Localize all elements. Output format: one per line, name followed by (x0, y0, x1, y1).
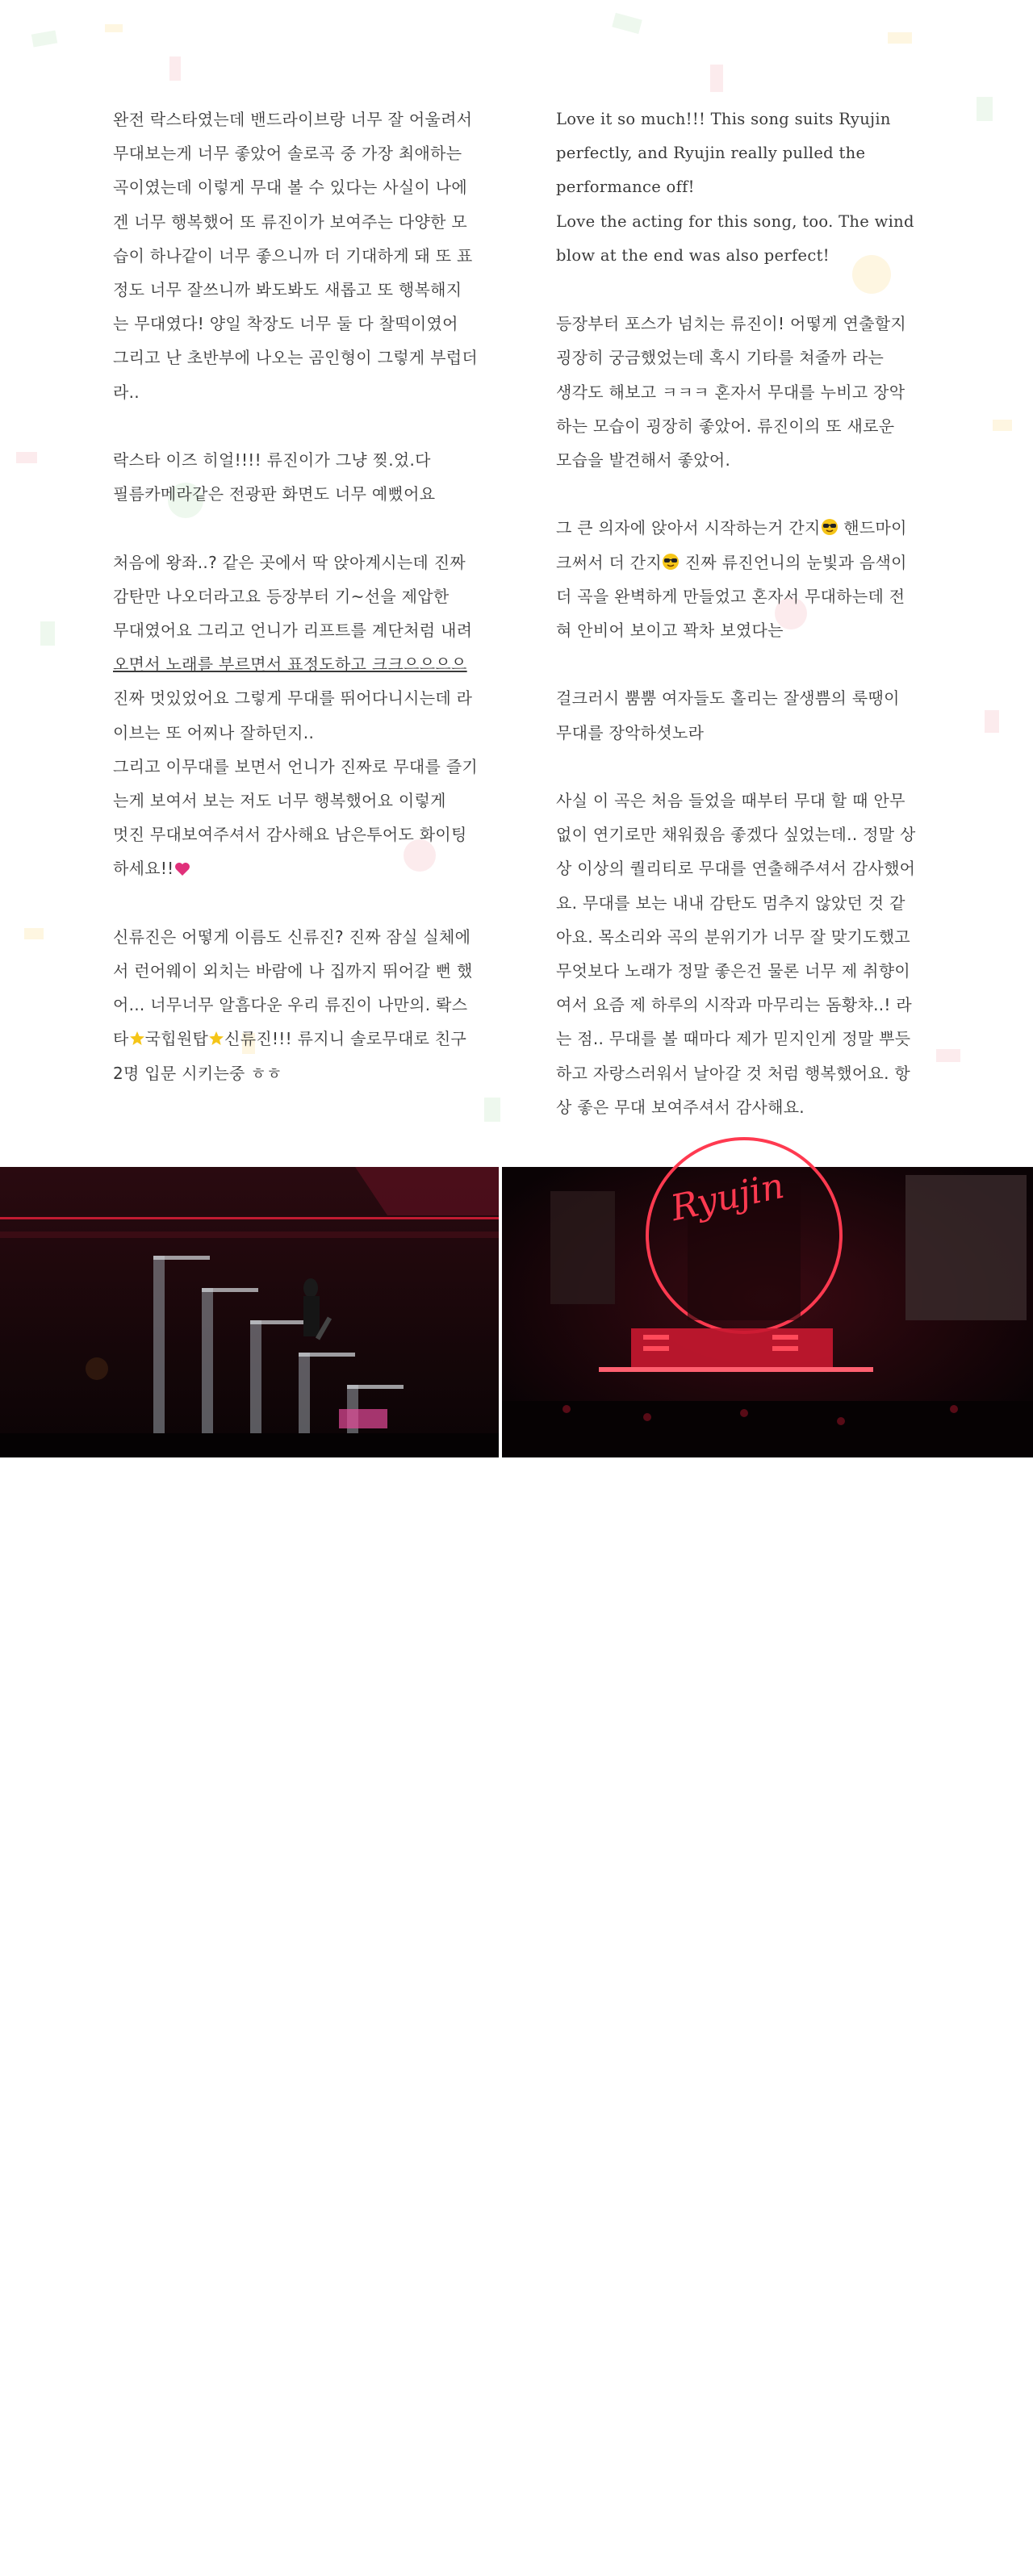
text-line: 정도 너무 잘쓰니까 봐도봐도 새롭고 또 행복해지 (113, 280, 462, 300)
text-line: 아요. 목소리와 곡의 분위기가 너무 잘 맞기도했고 (556, 926, 911, 947)
text-line: 그리고 난 초반부에 나오는 곰인형이 그렇게 부럽더 (113, 348, 478, 368)
text-line (556, 546, 921, 579)
text-fragment: 타 (113, 1029, 129, 1049)
text-line: 는 무대였다! 양일 착장도 너무 둘 다 찰떡이였어 (113, 314, 458, 334)
left-paragraph-1 (113, 102, 480, 409)
text-line: 상 이상의 퀄리티로 무대를 연출해주셔서 감사했어 (556, 859, 916, 879)
text-line: 생각도 해보고 ㅋㅋㅋ 혼자서 무대를 누비고 장악 (556, 382, 905, 402)
text-line: 는게 보여서 보는 저도 너무 행복했어요 이렇게 (113, 791, 446, 811)
text-line: 라.. (113, 382, 140, 402)
text-line: 사실 이 곡은 처음 들었을 때부터 무대 할 때 안무 (556, 791, 905, 810)
right-paragraph-2 (556, 307, 921, 477)
text-fragment: 신류진!!! 류지니 솔로무대로 친구 (224, 1029, 467, 1049)
left-column (113, 102, 480, 1124)
text-line: 신류진은 어떻게 이름도 신류진? 진짜 잠실 실체에 (113, 926, 471, 947)
text-line: 2명 입문 시키는중 ㅎㅎ (113, 1063, 282, 1083)
text-line: performance off! (556, 178, 695, 197)
text-line: 처음에 왕좌..? 같은 곳에서 딱 앉아계시는데 진짜 (113, 552, 466, 572)
text-line (556, 511, 921, 545)
text-line: 모습을 발견해서 좋았어. (556, 450, 731, 470)
text-line: 진짜 멋있었어요 그렇게 무대를 뛰어다니시는데 라 (113, 688, 473, 709)
text-line: perfectly, and Ryujin really pulled the (556, 144, 866, 163)
text-line: 습이 하나같이 너무 좋으니까 더 기대하게 돼 또 표 (113, 245, 473, 266)
text-line: Love it so much!!! This song suits Ryujin (556, 110, 891, 128)
left-paragraph-3 (113, 546, 480, 886)
photo-strip (0, 1165, 1033, 2575)
right-paragraph-1 (556, 102, 921, 273)
stage-staircase-illustration (0, 1167, 499, 1457)
text-fragment: 핸드마이 (838, 518, 907, 538)
left-paragraph-4 (113, 920, 480, 1090)
sunglasses-emoji-icon (821, 518, 839, 536)
text-line (113, 851, 480, 885)
text-fragment: 그 큰 의자에 앉아서 시작하는거 간지 (556, 518, 821, 538)
star-icon (208, 1031, 224, 1047)
text-line: 등장부터 포스가 넘치는 류진이! 어떻게 연출할지 (556, 314, 907, 334)
text-line: 겐 너무 행복했어 또 류진이가 보여주는 다양한 모 (113, 211, 468, 232)
text-line: 이브는 또 어찌나 잘하던지.. (113, 722, 315, 742)
ryujin-neon-sign: Ryujin (667, 1165, 788, 1230)
text-line: 멋진 무대보여주셔서 감사해요 남은투어도 화이팅 (113, 825, 467, 845)
right-column (556, 102, 921, 1158)
text-line: 무대를 장악하셧노라 (556, 722, 705, 742)
text-line: 굉장히 궁금했었는데 혹시 기타를 쳐줄까 라는 (556, 348, 885, 368)
heart-icon (174, 862, 190, 876)
text-line: 하는 모습이 굉장히 좋았어. 류진이의 또 새로운 (556, 416, 895, 436)
left-paragraph-2 (113, 443, 480, 511)
text-line (113, 1022, 480, 1056)
page-number: 42 (48, 2560, 64, 2575)
text-line: 필름카메라같은 전광판 화면도 너무 예뻤어요 (113, 484, 436, 504)
text-line: 상 좋은 무대 보여주셔서 감사해요. (556, 1097, 805, 1117)
right-paragraph-3 (556, 511, 921, 647)
concert-photo-ring-stage (502, 1167, 1033, 1457)
text-line: 걸크러시 뿜뿜 여자들도 홀리는 잘생쁨의 룩땡이 (556, 688, 900, 709)
sunglasses-emoji-icon (662, 553, 680, 571)
text-fragment: 진짜 류진언니의 눈빛과 음색이 (680, 552, 907, 572)
right-paragraph-5 (556, 784, 921, 1124)
text-line: 곡이였는데 이렇게 무대 볼 수 있다는 사실이 나에 (113, 178, 468, 198)
text-line: blow at the end was also perfect! (556, 245, 830, 265)
text-fragment: 하세요!! (113, 859, 174, 879)
star-icon (129, 1031, 145, 1047)
text-fragment: 국힙원탑 (144, 1029, 209, 1049)
text-line: 하고 자랑스러워서 날아갈 것 처럼 행복했어요. 항 (556, 1063, 911, 1083)
text-line: 그리고 이무대를 보면서 언니가 진짜로 무대를 즐기 (113, 756, 478, 776)
text-line: 무엇보다 노래가 정말 좋은건 물론 너무 제 취향이 (556, 961, 911, 981)
text-line: Love the acting for this song, too. The wind (556, 211, 914, 231)
right-paragraph-4 (556, 681, 921, 749)
text-line: 무대였어요 그리고 언니가 리프트를 계단처럼 내려 (113, 621, 473, 641)
text-line: 없이 연기로만 채워줬음 좋겠다 싶었는데.. 정말 상 (556, 825, 916, 845)
text-line: 감탄만 나오더라고요 등장부터 기~선을 제압한 (113, 586, 450, 606)
text-line: 혀 안비어 보이고 꽉차 보였다는 (556, 621, 784, 641)
text-line: 오면서 노래를 부르면서 표정도하고 크크으으으으 (113, 654, 467, 675)
concert-photo-staircase (0, 1167, 499, 2575)
stage-ring-illustration (502, 1167, 1033, 1457)
text-fragment: 크써서 더 간지 (556, 552, 663, 572)
text-line: 락스타 이즈 히얼!!!! 류진이가 그냥 찢.었.다 (113, 450, 431, 470)
text-line: 완전 락스타였는데 밴드라이브랑 너무 잘 어울려서 (113, 110, 473, 129)
text-line: 무대보는게 너무 좋았어 솔로곡 중 가장 최애하는 (113, 144, 462, 164)
text-line: 더 곡을 완벽하게 만들었고 혼자서 무대하는데 전 (556, 586, 905, 606)
text-line: 요. 무대를 보는 내내 감탄도 멈추지 않았던 것 같 (556, 893, 905, 913)
text-line: 는 점.. 무대를 볼 때마다 제가 믿지인게 정말 뿌듯 (556, 1029, 911, 1049)
text-line: 어... 너무너무 알흠다운 우리 류진이 나만의. 롹스 (113, 995, 468, 1015)
text-line: 서 런어웨이 외치는 바람에 나 집까지 뛰어갈 뻔 했 (113, 961, 473, 981)
text-line: 여서 요즘 제 하루의 시작과 마무리는 돔황챠..! 라 (556, 995, 913, 1015)
